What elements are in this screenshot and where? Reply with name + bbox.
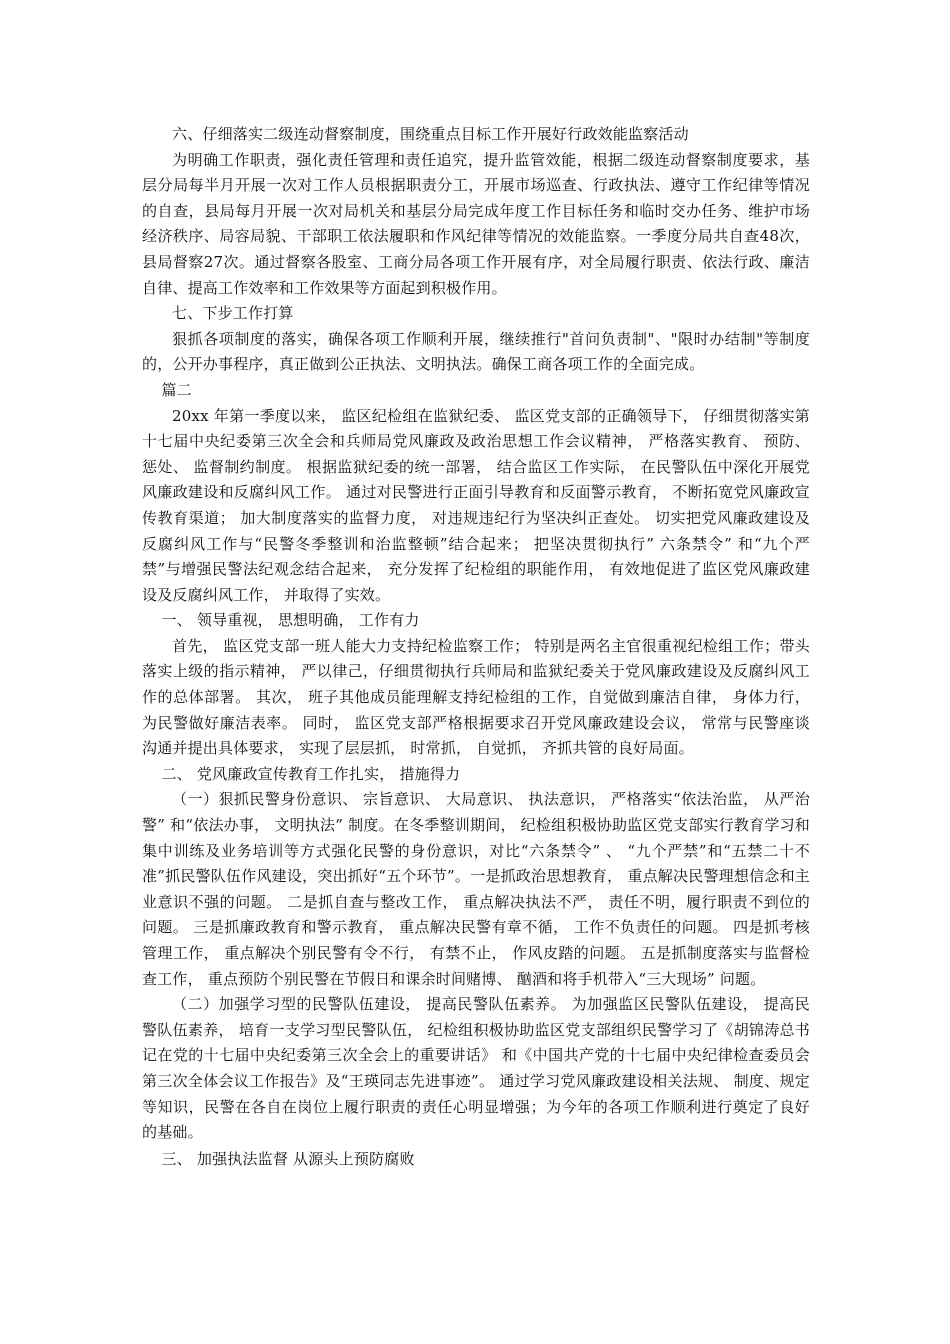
part-2-section-1-heading: 一、 领导重视， 思想明确， 工作有力: [161, 611, 420, 630]
section-7-body: 狠抓各项制度的落实，确保各项工作顺利开展，继续推行"首问负责制"、"限时办结制"等制度的，公开办事程序，真正做到公正执法、文明执法。确保工商各项工作的全面完成。: [142, 329, 810, 374]
section-7-heading: 七、下步工作打算: [172, 304, 294, 323]
part-2-section-3-heading: 三、 加强执法监督 从源头上预防腐败: [161, 1149, 415, 1168]
part-2-section-2-item-1: （一）狠抓民警身份意识、 宗旨意识、 大局意识、 执法意识， 严格落实“依法治监， 从严治警” 和“依法办事， 文明执法” 制度。在冬季整训期间， 纪检组积极协助监区党支部实行教育学习和集中训练及业务培训等方式强化民警的身份意识，对比“六条禁令” 、 “九个严禁”和“五禁二十不准”抓民警队伍作风建设，突出抓好“五个环节”。一是抓政治思想教育， 重点解决民警理想信念和主业意识不强的问题。 二是抓自查与整改工作， 重点解决执法不严， 责任不明，履行职责不到位的问题。 三是抓廉政教育和警示教育， 重点解决民警有章不循， 工作不负责任的问题。 四是抓考核管理工作， 重点解决个别民警有令不行， 有禁不止， 作风皮踏的问题。 五是抓制度落实与监督检查工作， 重点预防个别民警在节假日和课余时间赌博、 酗酒和将手机带入“三大现场” 问题。: [142, 790, 810, 988]
section-6-body: 为明确工作职责，强化责任管理和责任追究，提升监管效能，根据二级连动督察制度要求，基层分局每半月开展一次对工作人员根据职责分工，开展市场巡查、行政执法、遵守工作纪律等情况的自查，县局每月开展一次对局机关和基层分局完成年度工作目标任务和临时交办任务、维护市场经济秩序、局容局貌、干部职工依法履职和作风纪律等情况的效能监察。一季度分局共自查48次，县局督察27次。通过督察各股室、工商分局各项工作开展有序，对全局履行职责、依法行政、廉洁自律、提高工作效率和工作效果等方面起到积极作用。: [142, 150, 810, 297]
document-page: [142, 122, 810, 1172]
part-2-heading: 篇二: [161, 380, 192, 399]
part-2-section-2-heading: 二、 党风廉政宣传教育工作扎实， 措施得力: [161, 764, 461, 783]
part-2-section-2-item-2: （二）加强学习型的民警队伍建设， 提高民警队伍素养。 为加强监区民警队伍建设， 提高民警队伍素养， 培育一支学习型民警队伍， 纪检组积极协助监区党支部组织民警学习了《胡锦涛总书记在党的十七届中央纪委第三次全会上的重要讲话》 和《中国共产党的十七届中央纪律检查委员会第三次全体会议工作报告》及“王瑛同志先进事迹”。 通过学习党风廉政建设相关法规、 制度、规定等知识，民警在各自在岗位上履行职责的责任心明显增强；为今年的各项工作顺利进行奠定了良好的基础。: [142, 995, 810, 1142]
part-2-intro: 20xx 年第一季度以来， 监区纪检组在监狱纪委、 监区党支部的正确领导下， 仔细贯彻落实第十七届中央纪委第三次全会和兵师局党风廉政及政治思想工作会议精神， 严格落实教育、 预防、 惩处、 监督制约制度。 根据监狱纪委的统一部署， 结合监区工作实际， 在民警队伍中深化开展党风廉政建设和反腐纠风工作。 通过对民警进行正面引导教育和反面警示教育， 不断拓宽党风廉政宣传教育渠道； 加大制度落实的监督力度， 对违规违纪行为坚决纠正查处。 切实把党风廉政建设及反腐纠风工作与“民警冬季整训和治监整顿”结合起来； 把坚决贯彻执行” 六条禁令” 和“九个严禁”与增强民警法纪观念结合起来， 充分发挥了纪检组的职能作用， 有效地促进了监区党风廉政建设及反腐纠风工作， 并取得了实效。: [142, 406, 810, 604]
section-6-heading: 六、仔细落实二级连动督察制度，围绕重点目标工作开展好行政效能监察活动: [172, 125, 689, 143]
part-2-section-1-body: 首先， 监区党支部一班人能大力支持纪检监察工作； 特别是两名主官很重视纪检组工作；带头落实上级的指示精神， 严以律己，仔细贯彻执行兵师局和监狱纪委关于党风廉政建设及反腐纠风工作的总体部署。 其次， 班子其他成员能理解支持纪检组的工作，自觉做到廉洁自律， 身体力行， 为民警做好廉洁表率。 同时， 监区党支部严格根据要求召开党风廉政建设会议， 常常与民警座谈沟通并提出具体要求， 实现了层层抓， 时常抓， 自觉抓， 齐抓共管的良好局面。: [142, 636, 810, 758]
